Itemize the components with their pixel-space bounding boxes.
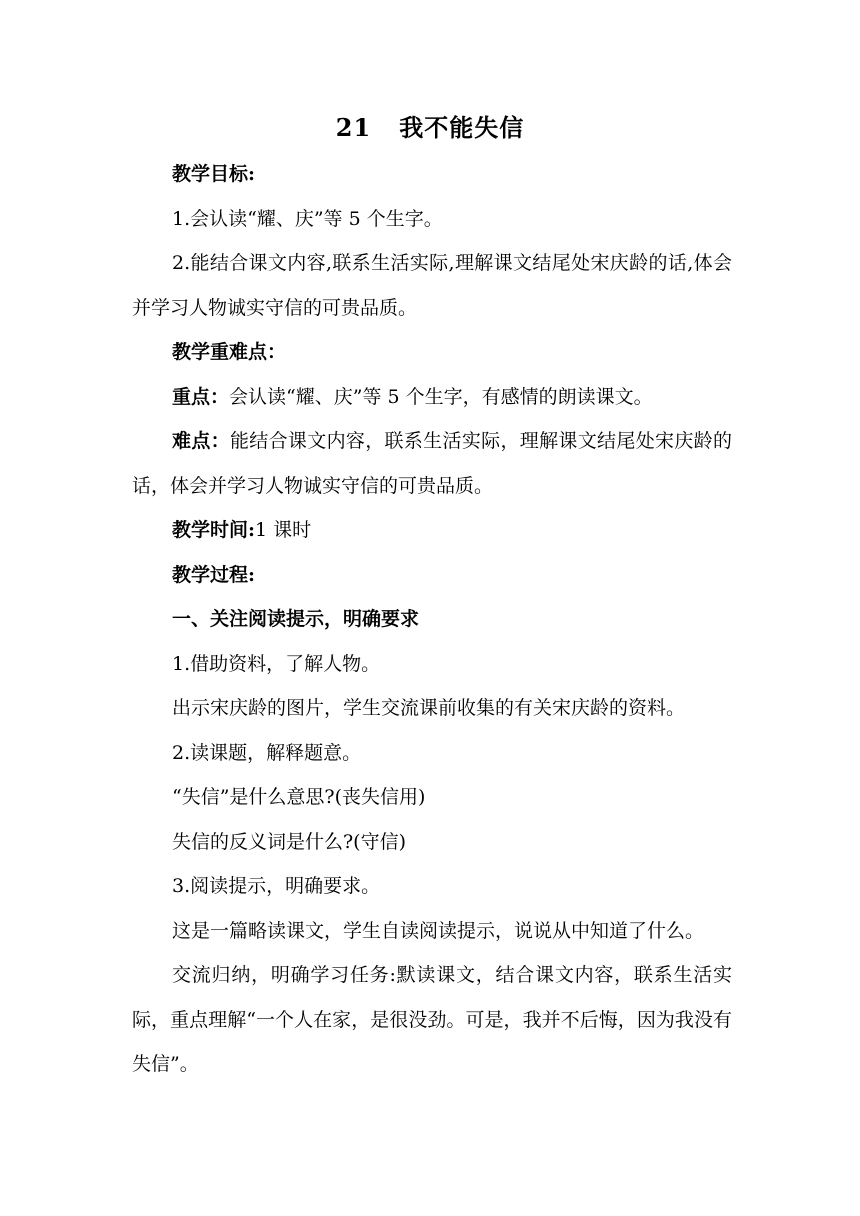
difficult-point-label: 难点： — [172, 430, 230, 452]
step-3-detail: 这是一篇略读课文，学生自读阅读提示，说说从中知道了什么。 — [172, 919, 705, 942]
goal-item-1: 1.会认读“耀、庆”等 5 个生字。 — [172, 207, 443, 230]
question-1: “失信”是什么意思?(丧失信用) — [172, 786, 426, 808]
difficult-point-text: 能结合课文内容，联系生活实际，理解课文结尾处宋庆龄的话，体会并学习人物诚实守信的可贵品质。 — [132, 430, 732, 497]
difficult-point — [132, 419, 732, 508]
key-point — [132, 375, 732, 420]
teaching-time-label: 教学时间: — [172, 519, 256, 541]
summary-paragraph: 交流归纳，明确学习任务:默读课文，结合课文内容，联系生活实际，重点理解“一个人在家，是很没劲。可是，我并不后悔，因为我没有失信”。 — [132, 964, 732, 1075]
teaching-time — [132, 508, 732, 553]
teaching-time-value: 1 课时 — [255, 519, 312, 541]
process-heading: 教学过程: — [172, 563, 256, 586]
key-point-label: 重点： — [172, 385, 230, 408]
section-1-heading: 一、关注阅读提示，明确要求 — [172, 608, 420, 630]
step-1: 1.借助资料，了解人物。 — [172, 652, 381, 675]
step-2: 2.读课题，解释题意。 — [172, 741, 362, 764]
lesson-content — [132, 152, 732, 1087]
key-difficult-heading: 教学重难点： — [172, 341, 287, 363]
goal-item-2: 2.能结合课文内容,联系生活实际,理解课文结尾处宋庆龄的话,体会并学习人物诚实守信的可贵品质。 — [132, 252, 732, 319]
question-2: 失信的反义词是什么?(守信) — [172, 830, 407, 853]
goal-heading: 教学目标: — [172, 163, 256, 185]
key-point-text: 会认读“耀、庆”等 5 个生字，有感情的朗读课文。 — [229, 385, 653, 408]
lesson-title: 21 我不能失信 — [335, 113, 525, 142]
step-3: 3.阅读提示，明确要求。 — [172, 875, 381, 897]
step-1-detail: 出示宋庆龄的图片，学生交流课前收集的有关宋庆龄的资料。 — [172, 697, 686, 719]
